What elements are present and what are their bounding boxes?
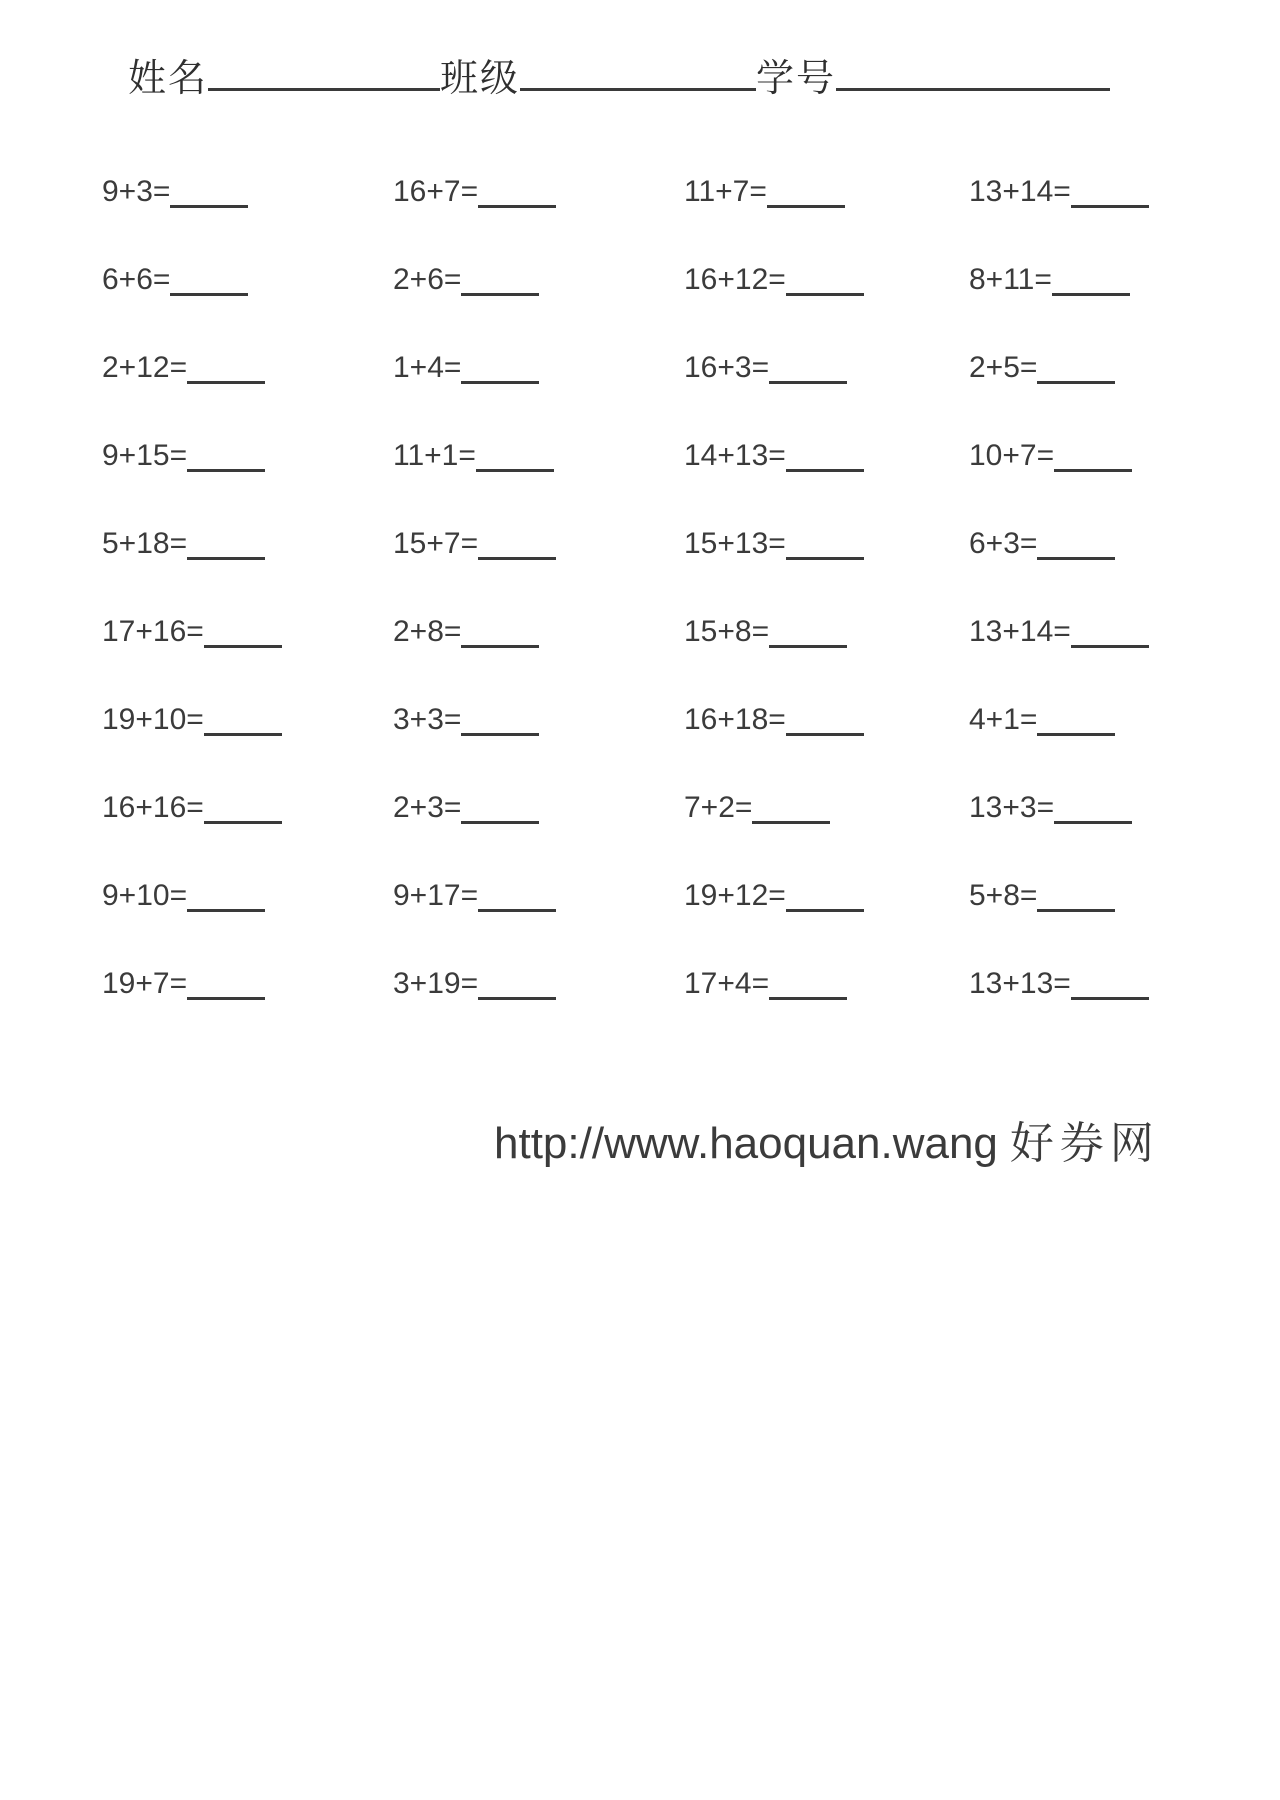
answer-blank-line: [767, 201, 845, 208]
problem-item: [969, 172, 1219, 260]
problem-item: [969, 524, 1219, 612]
answer-blank-line: [1071, 201, 1149, 208]
answer-blank-line: [461, 641, 539, 648]
answer-blank-line: [1071, 641, 1149, 648]
answer-blank-line: [204, 729, 282, 736]
answer-blank-line: [786, 553, 864, 560]
problem-item: [102, 348, 393, 436]
answer-blank-line: [1054, 817, 1132, 824]
problem-item: [393, 964, 684, 1052]
problem-item: [102, 524, 393, 612]
answer-blank-line: [786, 729, 864, 736]
answer-blank-line: [1037, 377, 1115, 384]
problem-expression: 9+17=: [393, 879, 479, 912]
answer-blank-line: [1037, 729, 1115, 736]
answer-blank-line: [187, 553, 265, 560]
problem-expression: 3+3=: [393, 703, 462, 736]
class-label: 班级: [440, 58, 521, 100]
problem-expression: 9+15=: [102, 439, 188, 472]
answer-blank-line: [204, 641, 282, 648]
answer-blank-line: [1054, 465, 1132, 472]
problem-expression: 2+8=: [393, 615, 462, 648]
answer-blank-line: [478, 553, 556, 560]
class-blank-line: [520, 87, 756, 91]
problem-expression: 19+12=: [684, 879, 786, 912]
problem-expression: 16+7=: [393, 175, 479, 208]
problem-item: [684, 524, 969, 612]
problem-item: [102, 964, 393, 1052]
problem-item: [969, 700, 1219, 788]
problem-expression: 9+3=: [102, 175, 171, 208]
problem-expression: 2+5=: [969, 351, 1038, 384]
answer-blank-line: [461, 817, 539, 824]
problem-item: [393, 612, 684, 700]
problem-item: [969, 612, 1219, 700]
problem-item: [102, 788, 393, 876]
answer-blank-line: [476, 465, 554, 472]
problem-expression: 19+7=: [102, 967, 188, 1000]
problem-item: [393, 436, 684, 524]
problem-item: [969, 964, 1219, 1052]
problem-expression: 1+4=: [393, 351, 462, 384]
problem-item: [684, 348, 969, 436]
problem-item: [393, 172, 684, 260]
name-label: 姓名: [128, 58, 209, 100]
answer-blank-line: [1037, 905, 1115, 912]
problem-item: [102, 612, 393, 700]
problem-expression: 13+3=: [969, 791, 1055, 824]
answer-blank-line: [187, 465, 265, 472]
student-id-blank-line: [836, 87, 1110, 91]
problem-expression: 13+14=: [969, 615, 1071, 648]
answer-blank-line: [170, 289, 248, 296]
problem-item: [393, 260, 684, 348]
problem-expression: 16+18=: [684, 703, 786, 736]
answer-blank-line: [187, 993, 265, 1000]
problem-item: [393, 348, 684, 436]
problem-expression: 16+3=: [684, 351, 770, 384]
answer-blank-line: [769, 641, 847, 648]
problem-item: [102, 876, 393, 964]
answer-blank-line: [769, 993, 847, 1000]
student-id-field: [756, 60, 1110, 98]
answer-blank-line: [461, 729, 539, 736]
problem-expression: 10+7=: [969, 439, 1055, 472]
answer-blank-line: [786, 465, 864, 472]
problem-expression: 15+13=: [684, 527, 786, 560]
problem-item: [393, 700, 684, 788]
answer-blank-line: [204, 817, 282, 824]
answer-blank-line: [1071, 993, 1149, 1000]
problem-item: [969, 436, 1219, 524]
student-id-label: 学号: [756, 58, 837, 100]
footer-url: http://www.haoquan.wang: [494, 1119, 998, 1168]
problem-item: [969, 260, 1219, 348]
footer-site-name: 好券网: [1009, 1119, 1160, 1168]
class-field: [440, 60, 756, 98]
answer-blank-line: [170, 201, 248, 208]
answer-blank-line: [187, 905, 265, 912]
answer-blank-line: [786, 289, 864, 296]
answer-blank-line: [478, 905, 556, 912]
problem-expression: 13+13=: [969, 967, 1071, 1000]
problem-item: [684, 436, 969, 524]
answer-blank-line: [769, 377, 847, 384]
answer-blank-line: [1052, 289, 1130, 296]
problem-item: [969, 788, 1219, 876]
answer-blank-line: [1037, 553, 1115, 560]
answer-blank-line: [752, 817, 830, 824]
problem-item: [102, 436, 393, 524]
problem-item: [969, 348, 1219, 436]
problem-expression: 2+3=: [393, 791, 462, 824]
problem-expression: 6+6=: [102, 263, 171, 296]
problem-expression: 15+8=: [684, 615, 770, 648]
problem-item: [102, 260, 393, 348]
answer-blank-line: [461, 289, 539, 296]
name-field: [128, 60, 440, 98]
problem-item: [393, 788, 684, 876]
answer-blank-line: [461, 377, 539, 384]
problem-expression: 16+12=: [684, 263, 786, 296]
answer-blank-line: [786, 905, 864, 912]
problem-item: [684, 700, 969, 788]
problem-item: [684, 260, 969, 348]
worksheet-header: [128, 60, 1110, 98]
problems-grid: [102, 172, 1219, 1052]
problem-item: [102, 172, 393, 260]
problem-expression: 9+10=: [102, 879, 188, 912]
problem-expression: 5+8=: [969, 879, 1038, 912]
problem-expression: 19+10=: [102, 703, 204, 736]
problem-expression: 4+1=: [969, 703, 1038, 736]
problem-item: [393, 524, 684, 612]
problem-expression: 3+19=: [393, 967, 479, 1000]
problem-expression: 17+16=: [102, 615, 204, 648]
problem-item: [684, 876, 969, 964]
problem-expression: 5+18=: [102, 527, 188, 560]
problem-expression: 15+7=: [393, 527, 479, 560]
answer-blank-line: [187, 377, 265, 384]
problem-item: [684, 964, 969, 1052]
problem-item: [102, 700, 393, 788]
answer-blank-line: [478, 201, 556, 208]
problem-item: [969, 876, 1219, 964]
answer-blank-line: [478, 993, 556, 1000]
problem-expression: 8+11=: [969, 263, 1052, 296]
problem-item: [393, 876, 684, 964]
problem-expression: 2+6=: [393, 263, 462, 296]
footer: [494, 1118, 1160, 1171]
name-blank-line: [208, 87, 440, 91]
problem-item: [684, 172, 969, 260]
problem-expression: 11+7=: [684, 175, 767, 208]
problem-expression: 6+3=: [969, 527, 1038, 560]
problem-expression: 13+14=: [969, 175, 1071, 208]
problem-expression: 7+2=: [684, 791, 753, 824]
problem-expression: 16+16=: [102, 791, 204, 824]
problem-item: [684, 788, 969, 876]
problem-expression: 14+13=: [684, 439, 786, 472]
problem-expression: 17+4=: [684, 967, 770, 1000]
problem-expression: 2+12=: [102, 351, 188, 384]
problem-expression: 11+1=: [393, 439, 476, 472]
problem-item: [684, 612, 969, 700]
